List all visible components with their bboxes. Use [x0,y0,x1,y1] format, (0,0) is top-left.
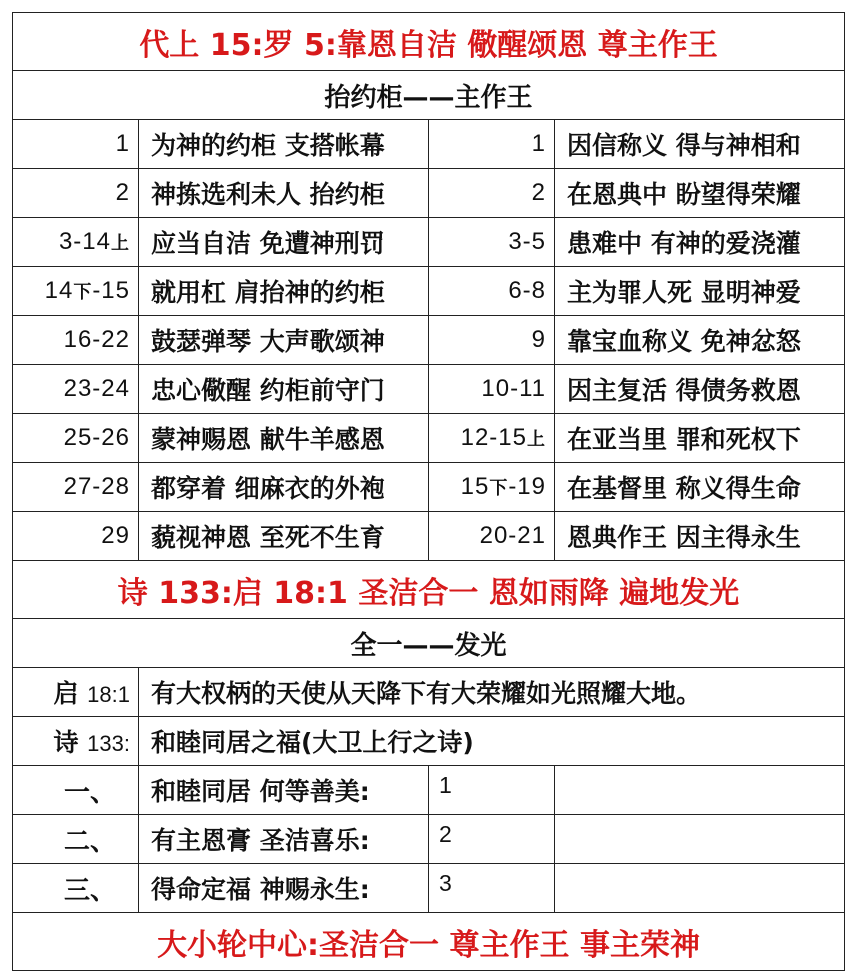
left-verse: 1 [13,120,139,169]
right-text: 恩典作王 因主得永生 [555,512,845,561]
footer-title: 大小轮中心:圣洁合一 尊主作王 事主荣神 [13,913,845,971]
table-row [13,717,845,766]
section2-title: 全一——发光 [13,619,845,668]
right-text: 在亚当里 罪和死权下 [555,414,845,463]
right-verse: 12-15上 [429,414,555,463]
table-row [13,218,845,267]
left-text: 为神的约柜 支搭帐幕 [139,120,429,169]
left-text: 就用杠 肩抬神的约柜 [139,267,429,316]
table-row [13,864,845,913]
point-text: 得命定福 神赐永生: [139,864,429,913]
left-verse: 27-28 [13,463,139,512]
right-verse: 1 [429,120,555,169]
left-verse: 14下-15 [13,267,139,316]
empty-cell [555,766,845,815]
right-text: 因主复活 得债务救恩 [555,365,845,414]
page-title: 代上 15:罗 5:靠恩自洁 儆醒颂恩 尊主作王 [13,13,845,71]
left-verse: 2 [13,169,139,218]
table-row [13,815,845,864]
right-text: 在基督里 称义得生命 [555,463,845,512]
left-text: 忠心儆醒 约柜前守门 [139,365,429,414]
table-row [13,414,845,463]
table-row [13,766,845,815]
point-text: 有主恩膏 圣洁喜乐: [139,815,429,864]
right-text: 患难中 有神的爱浇灌 [555,218,845,267]
verse-ref: 诗 133: [13,717,139,766]
empty-cell [555,864,845,913]
table-row [13,267,845,316]
right-verse: 10-11 [429,365,555,414]
left-text: 应当自洁 免遭神刑罚 [139,218,429,267]
point-label: 二、 [13,815,139,864]
right-text: 主为罪人死 显明神爱 [555,267,845,316]
outline-table [12,12,845,971]
right-verse: 20-21 [429,512,555,561]
table-row [13,365,845,414]
point-label: 三、 [13,864,139,913]
left-verse: 25-26 [13,414,139,463]
right-verse: 6-8 [429,267,555,316]
left-text: 神拣选利未人 抬约柜 [139,169,429,218]
table-row [13,169,845,218]
right-text: 靠宝血称义 免神忿怒 [555,316,845,365]
right-verse: 9 [429,316,555,365]
left-verse: 16-22 [13,316,139,365]
table-row [13,512,845,561]
right-verse: 15下-19 [429,463,555,512]
verse-text: 有大权柄的天使从天降下有大荣耀如光照耀大地。 [139,668,845,717]
right-text: 在恩典中 盼望得荣耀 [555,169,845,218]
left-verse: 29 [13,512,139,561]
table-row [13,668,845,717]
section1-title: 抬约柜——主作王 [13,71,845,120]
point-text: 和睦同居 何等善美: [139,766,429,815]
section2-heading: 诗 133:启 18:1 圣洁合一 恩如雨降 遍地发光 [13,561,845,619]
right-verse: 2 [429,169,555,218]
verse-text: 和睦同居之福(大卫上行之诗) [139,717,845,766]
right-text: 因信称义 得与神相和 [555,120,845,169]
table-row [13,463,845,512]
point-verse: 1 [429,766,555,815]
left-text: 鼓瑟弹琴 大声歌颂神 [139,316,429,365]
left-text: 都穿着 细麻衣的外袍 [139,463,429,512]
point-label: 一、 [13,766,139,815]
empty-cell [555,815,845,864]
point-verse: 3 [429,864,555,913]
table-row [13,120,845,169]
left-verse: 3-14上 [13,218,139,267]
left-text: 藐视神恩 至死不生育 [139,512,429,561]
left-text: 蒙神赐恩 献牛羊感恩 [139,414,429,463]
verse-ref: 启 18:1 [13,668,139,717]
left-verse: 23-24 [13,365,139,414]
right-verse: 3-5 [429,218,555,267]
point-verse: 2 [429,815,555,864]
table-row [13,316,845,365]
